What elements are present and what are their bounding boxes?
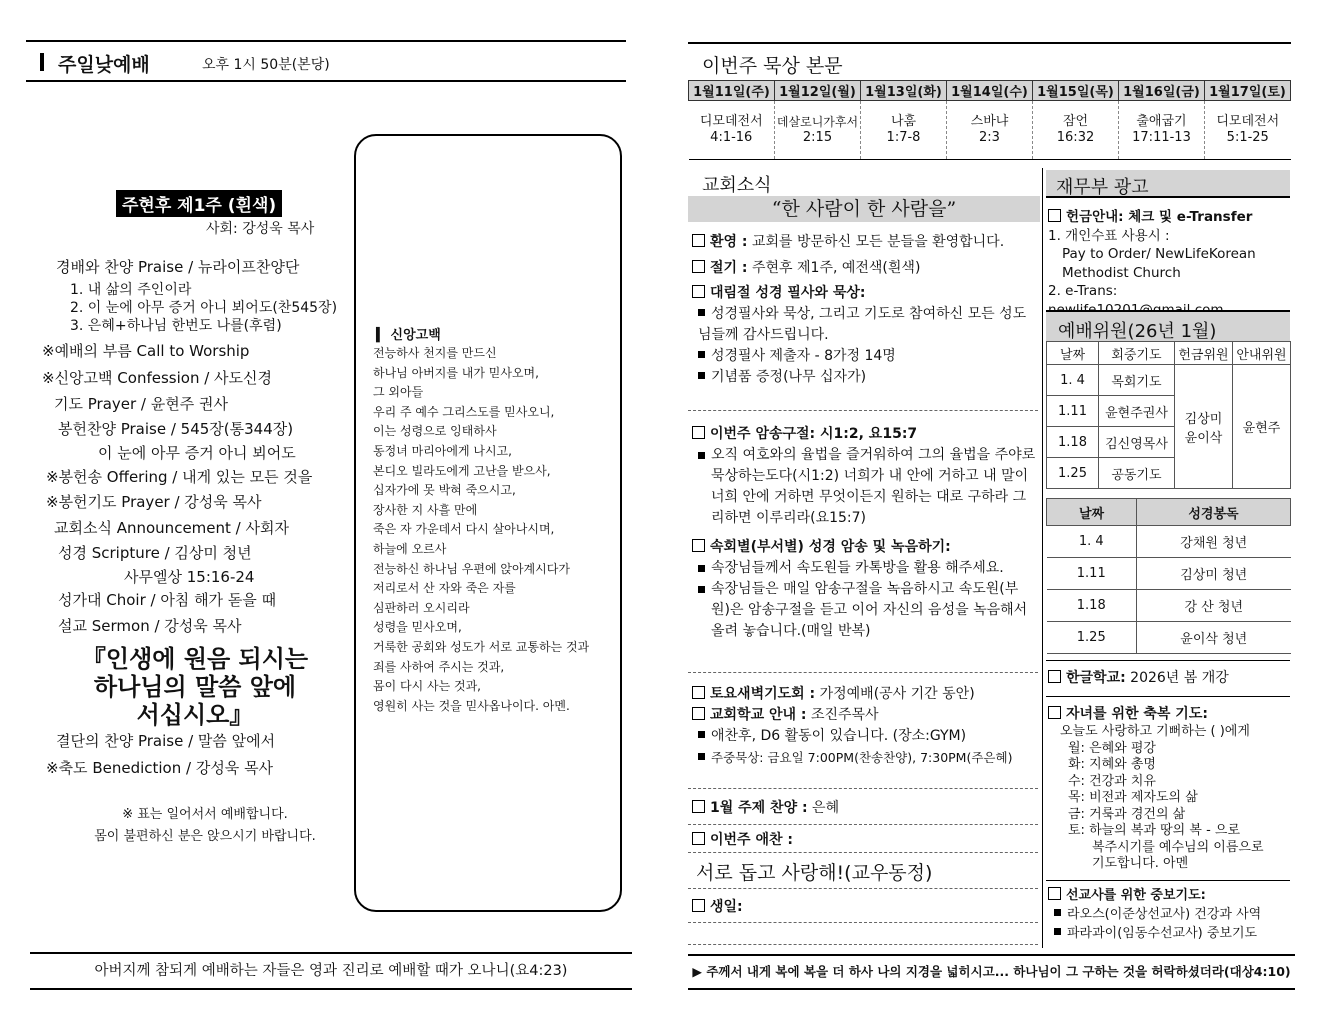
order-item: 기도 Prayer / 윤현주 권사: [54, 395, 228, 413]
finance-line: 2. e-Trans:: [1048, 283, 1118, 299]
checkbox-icon: [692, 539, 705, 552]
divider: [688, 888, 1038, 889]
advent-item: 기념품 증정(나무 십자가): [711, 369, 867, 385]
finance-line: Pay to Order/ NewLifeKorean: [1062, 246, 1256, 262]
creed-line: 죄를 사하여 주시는 것과,: [373, 659, 505, 674]
note-line: 몸이 불편하신 분은 앉으시기 바랍니다.: [94, 829, 316, 844]
creed-line: 십자가에 못 박혀 죽으시고,: [373, 483, 516, 498]
sermon-title-line: 『인생에 원음 되시는: [81, 644, 309, 673]
news-theme: “한 사람이 한 사람을”: [688, 196, 1040, 222]
passage-ref: 2:15: [802, 130, 833, 145]
creed-title: ▍ 신앙고백: [376, 328, 441, 343]
creed-line: 우리 주 예수 그리스도를 믿사오니,: [373, 404, 555, 419]
checkbox-icon: [692, 800, 705, 813]
bullet-icon: [698, 586, 705, 593]
checkbox-icon: [692, 234, 705, 247]
news-church-school: [692, 705, 1037, 768]
prayer-line: 금: 거룩과 경건의 삶: [1068, 806, 1186, 822]
day-header: 1월13일(화): [861, 81, 947, 101]
creed-line: 전능하사 천지를 만드신: [373, 346, 497, 360]
news-memory-verse: [692, 424, 1037, 529]
creed-line: 거룩한 공회와 성도가 서로 교통하는 것과: [373, 639, 590, 654]
passage-ref: 4:1-16: [710, 130, 753, 145]
col-header: 회중기도: [1099, 342, 1175, 365]
table-row: [1047, 365, 1291, 396]
divider: [1046, 696, 1290, 697]
dawn-label: 토요새벽기도회 :: [710, 686, 816, 702]
date-cell: 1. 4: [1047, 526, 1137, 558]
passage-book: 잠언: [1062, 114, 1089, 129]
prayer-cell: 윤현주권사: [1099, 396, 1175, 427]
order-item: 설교 Sermon / 강성욱 목사: [58, 617, 242, 635]
scripture-reading-table: [1046, 498, 1291, 654]
passage-ref: 17:11-13: [1132, 130, 1191, 145]
servants-title: 예배위원(26년 1월): [1058, 321, 1217, 342]
passage-book: 출애굽기: [1136, 114, 1187, 129]
news-cell-memorize: [692, 537, 1037, 642]
order-item: ※신앙고백 Confession / 사도신경: [42, 369, 272, 387]
divider: [688, 922, 1038, 923]
divider: [688, 944, 1038, 945]
prayer-line: 복주시기를 예수님의 이름으로: [1092, 839, 1264, 855]
finance-line: 1. 개인수표 사용시 :: [1048, 227, 1170, 244]
news-welcome: [692, 232, 1037, 253]
memory-text: 오직 여호와의 율법을 즐거워하여 그의 율법을 주야로 묵상하는도다(시1:2) 너희가 내 안에 거하고 내 말이 너희 안에 거하면 무엇이든지 원하는 대로 구하라 그리하면 이루리라(요15:7): [711, 447, 1036, 526]
news-dawn-prayer: [692, 684, 1037, 705]
order-item: 3. 은혜+하나님 한번도 나를(후렴): [70, 318, 282, 334]
meditation-header: [688, 42, 1291, 81]
order-item: ※봉헌기도 Prayer / 강성욱 목사: [46, 493, 262, 511]
checkbox-icon: [692, 707, 705, 720]
news-header: [688, 168, 1040, 194]
checkbox-icon: [692, 686, 705, 699]
day-header: 1월16일(금): [1119, 81, 1205, 101]
creed-text: [373, 344, 613, 716]
col-header: 헌금위원: [1175, 342, 1233, 365]
advent-label: 대림절 성경 필사와 묵상:: [710, 285, 866, 301]
korean-school-label: 한글학교:: [1066, 670, 1126, 686]
col-header: 날짜: [1047, 499, 1137, 526]
day-header: 1월14일(수): [947, 81, 1033, 101]
divider: [1046, 660, 1290, 661]
divider: [688, 824, 1038, 825]
checkbox-icon: [692, 426, 705, 439]
sermon-title: [60, 645, 330, 729]
day-header: 1월15일(목): [1033, 81, 1119, 101]
column-divider: [1042, 168, 1043, 948]
advent-item: 성경필사와 묵상, 그리고 기도로 참여하신 모든 성도님들께 감사드립니다.: [698, 306, 1027, 343]
finance-notice: [1048, 208, 1292, 319]
date-cell: 1.11: [1047, 558, 1137, 590]
order-item: 경배와 찬양 Praise / 뉴라이프찬양단: [56, 258, 300, 276]
order-item: 1. 내 삶의 주인이라: [70, 282, 192, 298]
order-item: 성경 Scripture / 김상미 청년: [58, 544, 252, 562]
bullet-icon: [698, 309, 705, 316]
prayer-line: 토: 하늘의 복과 땅의 복 - 으로: [1068, 823, 1241, 838]
love-heading: 서로 돕고 사랑해!(교우동정): [696, 862, 933, 884]
meal-label: 이번주 애찬 :: [710, 832, 793, 848]
welcome-text: 교회를 방문하신 모든 분들을 환영합니다.: [751, 234, 1005, 250]
school-item: 애찬후, D6 활동이 있습니다. (장소:GYM): [711, 728, 967, 744]
day-header: 1월11일(주): [689, 81, 775, 101]
col-header: 날짜: [1047, 342, 1099, 365]
bullet-icon: [698, 753, 705, 760]
news-meal: [692, 830, 1037, 851]
bullet-icon: [698, 351, 705, 358]
bullet-icon: [1054, 928, 1061, 935]
service-time: 오후 1시 50분(본당): [202, 57, 330, 73]
passage-book: 디모데전서: [699, 114, 763, 129]
creed-line: 이는 성령으로 잉태하사: [373, 424, 497, 439]
divider: [688, 410, 1038, 411]
service-title: 주일낮예배: [58, 54, 150, 76]
missionary-item: 라오스(이준상선교사) 건강과 사역: [1067, 907, 1262, 922]
welcome-label: 환영 :: [710, 234, 748, 250]
order-item: 이 눈에 아무 증거 아니 뵈어도: [98, 444, 296, 462]
creed-line: 전능하신 하나님 우편에 앉아계시다가: [373, 561, 570, 576]
order-item: ※축도 Benediction / 강성욱 목사: [46, 759, 274, 777]
divider: [688, 852, 1038, 853]
prayer-cell: 공동기도: [1099, 458, 1175, 489]
prayer-line: 화: 지혜와 총명: [1068, 757, 1156, 772]
hymn-text: 은혜: [812, 800, 840, 816]
passage-ref: 5:1-25: [1226, 130, 1269, 145]
passage-book: 데살로니가후서: [776, 115, 859, 129]
order-item: 2. 이 눈에 아무 증거 아니 뵈어도(찬545장): [70, 300, 338, 316]
date-cell: 1. 4: [1047, 365, 1099, 396]
order-item: 결단의 찬양 Praise / 말씀 앞에서: [56, 732, 276, 750]
creed-line: 그 외아들: [373, 385, 424, 400]
day-passage: [1033, 101, 1119, 160]
checkbox-icon: [692, 899, 705, 912]
left-header: [26, 40, 626, 82]
prayer-line: 수: 건강과 치유: [1068, 773, 1156, 789]
order-item: 사무엘상 15:16-24: [124, 568, 255, 586]
standing-note: [40, 804, 370, 848]
children-prayer: [1048, 704, 1292, 873]
creed-line: 동정녀 마리아에게 나시고,: [373, 443, 512, 458]
prayer-line: 기도합니다. 아멘: [1092, 856, 1189, 871]
date-cell: 1.18: [1047, 427, 1099, 458]
dawn-text: 가정예배(공사 기간 동안): [819, 686, 975, 702]
prayer-cell: 김신영목사: [1099, 427, 1175, 458]
news-title: 교회소식: [702, 175, 772, 196]
col-header: 성경봉독: [1137, 499, 1291, 526]
passage-ref: 2:3: [979, 130, 1000, 145]
offering-cell: [1175, 365, 1233, 489]
bullet-icon: [698, 452, 705, 459]
checkbox-icon: [1048, 670, 1061, 683]
creed-line: 심판하러 오시리라: [373, 600, 470, 615]
usher-cell: 윤현주: [1233, 365, 1291, 489]
divider: [688, 788, 1038, 789]
checkbox-icon: [692, 260, 705, 273]
order-item: 성가대 Choir / 아침 해가 돋을 때: [58, 591, 277, 609]
servants-table: [1046, 341, 1291, 489]
note-line: ※ 표는 일어서서 예배합니다.: [122, 807, 288, 822]
day-header: 1월17일(토): [1205, 81, 1291, 101]
creed-line: 성령을 믿사오며,: [373, 620, 462, 635]
creed-line: 본디오 빌라도에게 고난을 받으사,: [373, 463, 551, 478]
korean-school-text: 2026년 봄 개강: [1130, 670, 1229, 686]
reader-cell: 윤이삭 청년: [1137, 622, 1291, 654]
prayer-line: 목: 비전과 제자도의 삶: [1068, 790, 1198, 805]
missionary-prayer: [1048, 886, 1292, 943]
weekly-meditation-table: [688, 80, 1291, 160]
day-passage: [947, 101, 1033, 160]
prayer-cell: 목회기도: [1099, 365, 1175, 396]
offering-name: 윤이삭: [1184, 430, 1223, 446]
date-cell: 1.18: [1047, 590, 1137, 622]
day-passage: [1119, 101, 1205, 160]
finance-title: 재무부 광고: [1056, 177, 1149, 198]
missionary-item: 파라과이(임동수선교사) 중보기도: [1067, 926, 1258, 941]
finance-label: 헌금안내: 체크 및 e-Transfer: [1066, 209, 1253, 225]
table-row: [1047, 622, 1291, 654]
finance-header: [1046, 170, 1290, 198]
advent-item: 성경필사 제출자 - 8가정 14명: [711, 348, 896, 364]
missionary-label: 선교사를 위한 중보기도:: [1066, 888, 1206, 903]
children-prayer-intro: 오늘도 사랑하고 기뻐하는 ( )에게: [1060, 724, 1250, 739]
checkbox-icon: [692, 832, 705, 845]
checkbox-icon: [1048, 706, 1061, 719]
checkbox-icon: [1048, 887, 1061, 900]
season-label: 절기 :: [710, 260, 748, 276]
korean-school: [1048, 668, 1292, 689]
creed-line: 하늘에 오르사: [373, 541, 447, 556]
season-text: 주현후 제1주, 예전색(흰색): [751, 260, 921, 276]
news-season: [692, 258, 1037, 279]
reader-cell: 강채원 청년: [1137, 526, 1291, 558]
news-hymn: [692, 798, 1037, 819]
table-row: [1047, 590, 1291, 622]
creed-line: 죽은 자 가운데서 다시 살아나시며,: [373, 522, 555, 537]
right-footer-verse: ▶ 주께서 내게 복에 복을 더 하사 나의 지경을 넓히시고... 하나님이 그 구하는 것을 허락하셨더라(대상4:10): [688, 954, 1295, 990]
creed-line: 저리로서 산 자와 죽은 자를: [373, 581, 516, 596]
table-row: [1047, 558, 1291, 590]
day-passage: [689, 101, 775, 160]
sermon-title-line: 하나님의 말씀 앞에: [93, 672, 297, 701]
prayer-line: 월: 은혜와 평강: [1068, 740, 1156, 756]
bullet-icon: [698, 372, 705, 379]
memory-label: 이번주 암송구절: 시1:2, 요15:7: [710, 426, 918, 442]
table-row: [1047, 526, 1291, 558]
col-header: 안내위원: [1233, 342, 1291, 365]
order-item: 교회소식 Announcement / 사회자: [54, 519, 289, 537]
bullet-icon: [698, 731, 705, 738]
left-footer-verse: 아버지께 참되게 예배하는 자들은 영과 진리로 예배할 때가 오나니(요4:23): [30, 952, 632, 990]
creed-line: 하나님 아버지를 내가 믿사오며,: [373, 365, 539, 380]
bullet-icon: [698, 565, 705, 572]
divider: [1046, 880, 1290, 881]
creed-title-text: 신앙고백: [390, 328, 441, 343]
meditation-title: 이번주 묵상 본문: [702, 55, 843, 77]
children-prayer-label: 자녀를 위한 축복 기도:: [1066, 706, 1208, 722]
cell-item: 속장님들은 매일 암송구절을 녹음하시고 속도원(부원)은 암송구절을 듣고 이어 자신의 음성을 녹음해서 올려 놓습니다.(매일 반복): [711, 581, 1028, 639]
cell-item: 속장님들께서 속도원들 카톡방을 활용 해주세요.: [711, 560, 1004, 576]
day-passage: [1205, 101, 1291, 160]
checkbox-icon: [692, 285, 705, 298]
order-item: ※봉헌송 Offering / 내게 있는 모든 것을: [46, 468, 313, 486]
passage-book: 나훔: [890, 114, 917, 129]
bullet-icon: [1054, 909, 1061, 916]
news-advent: [692, 283, 1037, 388]
birthday-label: 생일:: [710, 899, 743, 915]
cell-label: 속회별(부서별) 성경 암송 및 녹음하기:: [710, 539, 951, 555]
creed-line: 몸이 다시 사는 것과,: [373, 679, 481, 694]
order-item: ※예배의 부름 Call to Worship: [42, 342, 250, 360]
offering-name: 김상미: [1184, 411, 1223, 427]
host-line: 사회: 강성욱 목사: [206, 221, 315, 237]
date-cell: 1.25: [1047, 622, 1137, 654]
date-cell: 1.25: [1047, 458, 1099, 489]
sermon-title-line: 서십시오』: [136, 700, 254, 729]
season-badge: 주현후 제1주 (흰색): [116, 190, 282, 217]
day-header: 1월12일(월): [775, 81, 861, 101]
day-passage: [861, 101, 947, 160]
passage-book: 디모데전서: [1216, 114, 1280, 129]
day-passage: [775, 101, 861, 160]
header-bar: [40, 53, 44, 71]
passage-ref: 1:7-8: [886, 130, 921, 145]
checkbox-icon: [1048, 209, 1061, 222]
school-item: 주중묵상: 금요일 7:00PM(찬송찬양), 7:30PM(주은혜): [711, 750, 1013, 765]
creed-line: 장사한 지 사흘 만에: [373, 502, 478, 517]
servants-header: [1046, 310, 1290, 342]
school-text: 조진주목사: [810, 707, 879, 723]
school-label: 교회학교 안내 :: [710, 707, 807, 723]
news-birthday: [692, 897, 1037, 918]
reader-cell: 강 산 청년: [1137, 590, 1291, 622]
order-item: 봉헌찬양 Praise / 545장(통344장): [58, 420, 294, 438]
passage-ref: 16:32: [1056, 130, 1095, 145]
creed-line: 영원히 사는 것을 믿사옵나이다. 아멘.: [373, 698, 570, 713]
passage-book: 스바냐: [970, 114, 1009, 129]
finance-line: Methodist Church: [1062, 264, 1181, 281]
reader-cell: 김상미 청년: [1137, 558, 1291, 590]
divider: [688, 672, 1038, 673]
date-cell: 1.11: [1047, 396, 1099, 427]
hymn-label: 1월 주제 찬양 :: [710, 800, 808, 816]
